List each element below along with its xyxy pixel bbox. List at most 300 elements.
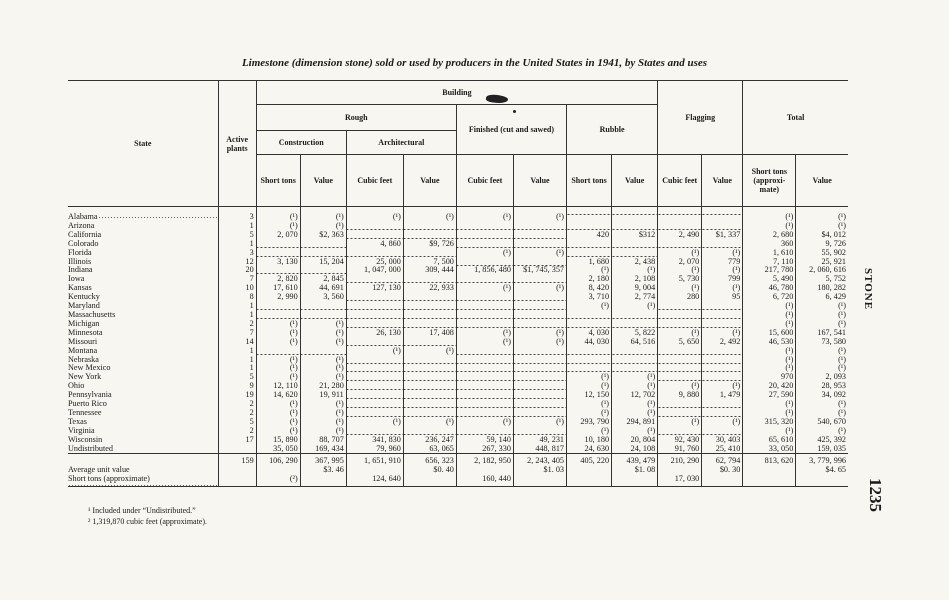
value-cell: 540, 670 xyxy=(796,418,848,427)
value-cell: 3, 560 xyxy=(300,293,346,302)
value-cell xyxy=(300,347,346,356)
value-cell: (¹) xyxy=(300,320,346,329)
value-cell xyxy=(658,207,702,222)
value-cell: (¹) xyxy=(743,207,796,222)
plants-cell: 9 xyxy=(218,382,256,391)
state-cell xyxy=(68,445,218,454)
value-cell xyxy=(456,311,513,320)
value-cell: 17, 030 xyxy=(658,475,702,486)
state-cell xyxy=(68,240,218,249)
value-cell xyxy=(513,364,566,373)
value-cell: 15, 890 xyxy=(256,436,300,445)
value-cell: 63, 065 xyxy=(403,445,456,454)
state-cell xyxy=(68,382,218,391)
value-cell xyxy=(513,293,566,302)
value-cell xyxy=(702,240,743,249)
value-cell: (¹) xyxy=(513,418,566,427)
value-cell: (¹) xyxy=(403,207,456,222)
value-cell: 2, 070 xyxy=(256,231,300,240)
value-cell xyxy=(567,320,612,329)
value-cell: 315, 320 xyxy=(743,418,796,427)
value-cell xyxy=(346,373,403,382)
value-cell: 44, 030 xyxy=(567,338,612,347)
value-cell xyxy=(567,356,612,365)
value-cell xyxy=(658,373,702,382)
value-cell xyxy=(403,391,456,400)
value-cell: (¹) xyxy=(256,409,300,418)
col-header-active-plants: Active plants xyxy=(218,81,256,207)
state-cell xyxy=(68,329,218,338)
state-cell xyxy=(68,373,218,382)
value-cell: 5, 490 xyxy=(743,275,796,284)
value-cell: (¹) xyxy=(658,418,702,427)
col-header-construction: Construction xyxy=(256,131,346,155)
value-cell: (¹) xyxy=(743,320,796,329)
value-cell: (¹) xyxy=(743,222,796,231)
state-label: Maryland xyxy=(68,302,100,311)
value-cell xyxy=(456,364,513,373)
plants-cell: 7 xyxy=(218,329,256,338)
value-cell: (¹) xyxy=(256,373,300,382)
table-row xyxy=(68,275,848,284)
value-cell xyxy=(300,311,346,320)
value-cell: 25, 410 xyxy=(702,445,743,454)
value-cell xyxy=(567,311,612,320)
value-cell: 1, 047, 000 xyxy=(346,266,403,275)
value-cell: 4, 030 xyxy=(567,329,612,338)
value-cell: 73, 580 xyxy=(796,338,848,347)
value-cell: 779 xyxy=(702,258,743,267)
state-label: Kansas xyxy=(68,284,92,293)
table-row xyxy=(68,382,848,391)
value-cell: 10, 180 xyxy=(567,436,612,445)
value-cell: (¹) xyxy=(658,382,702,391)
page-number: 1235 xyxy=(866,478,885,512)
plants-cell: 1 xyxy=(218,311,256,320)
total-cell: 439, 479 xyxy=(612,454,658,466)
value-cell xyxy=(658,311,702,320)
value-cell xyxy=(403,382,456,391)
value-cell xyxy=(456,400,513,409)
state-label: New Mexico xyxy=(68,364,111,373)
value-cell: 5, 822 xyxy=(612,329,658,338)
state-label: Tennessee xyxy=(68,408,102,417)
value-cell: (¹) xyxy=(456,284,513,293)
state-label: Florida xyxy=(68,248,92,257)
sub-header: Value xyxy=(612,155,658,207)
value-cell: (¹) xyxy=(796,311,848,320)
value-cell: 19, 911 xyxy=(300,391,346,400)
sub-header: Cubic feet xyxy=(658,155,702,207)
value-cell xyxy=(256,302,300,311)
state-cell xyxy=(68,258,218,267)
value-cell xyxy=(702,364,743,373)
value-cell: 970 xyxy=(743,373,796,382)
value-cell: (¹) xyxy=(612,373,658,382)
value-cell xyxy=(796,475,848,486)
state-label: Indiana xyxy=(68,266,93,275)
value-cell: 20, 420 xyxy=(743,382,796,391)
value-cell: (¹) xyxy=(513,207,566,222)
value-cell xyxy=(612,347,658,356)
value-cell xyxy=(567,207,612,222)
value-cell xyxy=(658,356,702,365)
value-cell: $1, 745, 357 xyxy=(513,266,566,275)
state-label: Colorado xyxy=(68,239,99,248)
state-cell xyxy=(68,338,218,347)
value-cell xyxy=(256,347,300,356)
value-cell: 9, 726 xyxy=(796,240,848,249)
value-cell: (¹) xyxy=(300,329,346,338)
state-label: California xyxy=(68,230,102,239)
value-cell: 15, 204 xyxy=(300,258,346,267)
value-cell xyxy=(300,475,346,486)
plants-cell: 5 xyxy=(218,373,256,382)
table-row xyxy=(68,427,848,436)
plants-cell: 17 xyxy=(218,436,256,445)
plants-cell: 14 xyxy=(218,338,256,347)
plants-cell: 5 xyxy=(218,418,256,427)
value-cell xyxy=(567,222,612,231)
value-cell xyxy=(702,400,743,409)
value-cell: 2, 438 xyxy=(612,258,658,267)
value-cell xyxy=(658,347,702,356)
value-cell: (¹) xyxy=(567,409,612,418)
plants-cell: 2 xyxy=(218,400,256,409)
sub-header: Value xyxy=(300,155,346,207)
value-cell xyxy=(403,427,456,436)
value-cell xyxy=(346,356,403,365)
value-cell xyxy=(567,364,612,373)
value-cell: (¹) xyxy=(612,302,658,311)
value-cell xyxy=(567,475,612,486)
col-header-architectural: Architectural xyxy=(346,131,456,155)
value-cell xyxy=(403,222,456,231)
value-cell: (¹) xyxy=(513,284,566,293)
value-cell: (¹) xyxy=(796,207,848,222)
value-cell: 30, 403 xyxy=(702,436,743,445)
value-cell: 24, 630 xyxy=(567,445,612,454)
value-cell: (¹) xyxy=(796,222,848,231)
value-cell xyxy=(403,293,456,302)
plants-cell: 12 xyxy=(218,258,256,267)
value-cell: 20, 804 xyxy=(612,436,658,445)
value-cell: 95 xyxy=(702,293,743,302)
plants-cell: 1 xyxy=(218,364,256,373)
value-cell xyxy=(743,466,796,475)
value-cell: (¹) xyxy=(256,207,300,222)
value-cell xyxy=(513,382,566,391)
value-cell: 12, 150 xyxy=(567,391,612,400)
value-cell: (¹) xyxy=(300,427,346,436)
value-cell: (¹) xyxy=(567,382,612,391)
sub-header: Short tons (approxi- mate) xyxy=(743,155,796,207)
value-cell: 9, 004 xyxy=(612,284,658,293)
value-cell xyxy=(612,475,658,486)
value-cell: $2, 363 xyxy=(300,231,346,240)
value-cell: (¹) xyxy=(513,338,566,347)
value-cell: 425, 392 xyxy=(796,436,848,445)
value-cell: 7, 110 xyxy=(743,258,796,267)
value-cell xyxy=(658,427,702,436)
value-cell xyxy=(346,409,403,418)
total-cell: 3, 779, 996 xyxy=(796,454,848,466)
value-cell: 46, 780 xyxy=(743,284,796,293)
state-label: Ohio xyxy=(68,382,85,391)
col-header-flagging: Flagging xyxy=(658,81,743,155)
value-cell: (¹) xyxy=(346,418,403,427)
value-cell xyxy=(346,231,403,240)
value-cell xyxy=(567,347,612,356)
total-cell: 1, 651, 910 xyxy=(346,454,403,466)
value-cell: 88, 707 xyxy=(300,436,346,445)
value-cell: 169, 434 xyxy=(300,445,346,454)
plants-cell: 1 xyxy=(218,347,256,356)
plants-cell: 2 xyxy=(218,427,256,436)
value-cell: 33, 050 xyxy=(743,445,796,454)
value-cell xyxy=(346,466,403,475)
table-row xyxy=(68,284,848,293)
value-cell: (¹) xyxy=(702,266,743,275)
value-cell xyxy=(403,249,456,258)
value-cell: (¹) xyxy=(743,364,796,373)
value-cell xyxy=(612,356,658,365)
value-cell xyxy=(702,302,743,311)
sub-header: Short tons xyxy=(256,155,300,207)
value-cell: 2, 845 xyxy=(300,275,346,284)
value-cell: (¹) xyxy=(567,302,612,311)
value-cell: 1, 856, 480 xyxy=(456,266,513,275)
value-cell xyxy=(513,302,566,311)
value-cell: (¹) xyxy=(743,427,796,436)
value-cell xyxy=(513,320,566,329)
value-cell: (¹) xyxy=(256,222,300,231)
col-header-building: Building xyxy=(256,81,658,105)
value-cell: 25, 921 xyxy=(796,258,848,267)
value-cell: (¹) xyxy=(796,400,848,409)
value-cell xyxy=(256,311,300,320)
value-cell: 159, 035 xyxy=(796,445,848,454)
state-label: Undistributed xyxy=(68,444,114,453)
plants-cell xyxy=(218,475,256,486)
value-cell xyxy=(658,400,702,409)
value-cell xyxy=(658,364,702,373)
value-cell: (¹) xyxy=(256,364,300,373)
value-cell: 360 xyxy=(743,240,796,249)
value-cell: 2, 492 xyxy=(702,338,743,347)
value-cell xyxy=(567,240,612,249)
value-cell xyxy=(513,231,566,240)
value-cell: 91, 760 xyxy=(658,445,702,454)
value-cell xyxy=(300,240,346,249)
value-cell: (¹) xyxy=(256,320,300,329)
value-cell xyxy=(403,356,456,365)
value-cell: 1, 479 xyxy=(702,391,743,400)
value-cell: (¹) xyxy=(300,364,346,373)
value-cell: 12, 702 xyxy=(612,391,658,400)
total-cell: 2, 182, 950 xyxy=(456,454,513,466)
table-row xyxy=(68,445,848,454)
value-cell: (¹) xyxy=(300,222,346,231)
value-cell xyxy=(456,356,513,365)
table-row xyxy=(68,302,848,311)
state-cell xyxy=(68,418,218,427)
value-cell: (¹) xyxy=(702,249,743,258)
value-cell: 4, 860 xyxy=(346,240,403,249)
total-cell: 210, 290 xyxy=(658,454,702,466)
value-cell xyxy=(513,400,566,409)
value-cell: 9, 880 xyxy=(658,391,702,400)
state-label: Minnesota xyxy=(68,328,103,337)
value-cell: 5, 752 xyxy=(796,275,848,284)
table-row xyxy=(68,409,848,418)
footnote: ¹ Included under “Undistributed.” xyxy=(88,506,196,515)
value-cell xyxy=(612,249,658,258)
value-cell xyxy=(513,356,566,365)
value-cell: 64, 516 xyxy=(612,338,658,347)
value-cell xyxy=(702,320,743,329)
value-cell xyxy=(456,391,513,400)
value-cell: 309, 444 xyxy=(403,266,456,275)
plants-cell: 5 xyxy=(218,231,256,240)
state-label: Arizona xyxy=(68,221,95,230)
value-cell: (¹) xyxy=(456,329,513,338)
value-cell xyxy=(346,391,403,400)
table-body xyxy=(68,207,848,487)
value-cell xyxy=(256,249,300,258)
value-cell: 1, 680 xyxy=(567,258,612,267)
value-cell: 2, 093 xyxy=(796,373,848,382)
value-cell: (¹) xyxy=(567,400,612,409)
value-cell xyxy=(612,320,658,329)
value-cell xyxy=(456,427,513,436)
state-cell xyxy=(68,275,218,284)
value-cell: 267, 330 xyxy=(456,445,513,454)
value-cell: (¹) xyxy=(567,427,612,436)
value-cell xyxy=(612,207,658,222)
table-row xyxy=(68,258,848,267)
value-cell xyxy=(513,222,566,231)
state-label: Short tons (approximate) xyxy=(68,475,150,484)
value-cell xyxy=(256,466,300,475)
state-cell xyxy=(68,302,218,311)
value-cell xyxy=(346,311,403,320)
value-cell xyxy=(456,347,513,356)
value-cell: (¹) xyxy=(702,284,743,293)
value-cell: 49, 231 xyxy=(513,436,566,445)
value-cell xyxy=(403,311,456,320)
state-label: Montana xyxy=(68,346,98,355)
value-cell xyxy=(513,347,566,356)
value-cell xyxy=(346,338,403,347)
state-label: Wisconsin xyxy=(68,435,103,444)
value-cell xyxy=(403,364,456,373)
state-cell xyxy=(68,347,218,356)
value-cell: 22, 933 xyxy=(403,284,456,293)
value-cell: 2, 070 xyxy=(658,258,702,267)
value-cell: (¹) xyxy=(796,347,848,356)
value-cell xyxy=(346,275,403,284)
state-cell xyxy=(68,320,218,329)
value-cell: 44, 691 xyxy=(300,284,346,293)
value-cell: (¹) xyxy=(796,364,848,373)
value-cell: 92, 430 xyxy=(658,436,702,445)
value-cell: 2, 680 xyxy=(743,231,796,240)
table-row xyxy=(68,231,848,240)
value-cell: (¹) xyxy=(658,249,702,258)
col-header-finished: Finished (cut and sawed) xyxy=(456,105,566,155)
state-cell xyxy=(68,466,218,475)
value-cell: (¹) xyxy=(300,338,346,347)
value-cell xyxy=(456,275,513,284)
value-cell xyxy=(403,475,456,486)
state-cell xyxy=(68,356,218,365)
value-cell xyxy=(403,373,456,382)
value-cell xyxy=(513,475,566,486)
value-cell xyxy=(702,475,743,486)
value-cell: (¹) xyxy=(513,329,566,338)
value-cell xyxy=(256,240,300,249)
value-cell: 799 xyxy=(702,275,743,284)
state-cell xyxy=(68,409,218,418)
value-cell: 160, 440 xyxy=(456,475,513,486)
table-row xyxy=(68,418,848,427)
value-cell xyxy=(702,222,743,231)
value-cell xyxy=(346,382,403,391)
value-cell xyxy=(513,240,566,249)
value-cell xyxy=(346,320,403,329)
value-cell xyxy=(702,373,743,382)
table-row xyxy=(68,293,848,302)
plants-cell: 1 xyxy=(218,240,256,249)
value-cell xyxy=(612,240,658,249)
value-cell: (¹) xyxy=(403,347,456,356)
plants-cell: 2 xyxy=(218,409,256,418)
col-header-state: State xyxy=(68,81,218,207)
state-label: Pennsylvania xyxy=(68,391,112,400)
plants-cell xyxy=(218,445,256,454)
state-cell xyxy=(68,266,218,275)
table-row xyxy=(68,266,848,275)
value-cell: (¹) xyxy=(612,409,658,418)
total-cell: 367, 995 xyxy=(300,454,346,466)
value-cell: 341, 830 xyxy=(346,436,403,445)
plants-cell: 8 xyxy=(218,293,256,302)
plants-cell: 10 xyxy=(218,284,256,293)
value-cell xyxy=(300,249,346,258)
value-cell xyxy=(702,207,743,222)
table-row xyxy=(68,338,848,347)
value-cell xyxy=(403,275,456,284)
plants-cell: 1 xyxy=(218,356,256,365)
value-cell: 167, 541 xyxy=(796,329,848,338)
table-title: Limestone (dimension stone) sold or used by producers in the United States in 1941, by States and uses xyxy=(241,57,708,69)
value-cell: (¹) xyxy=(743,347,796,356)
value-cell xyxy=(346,427,403,436)
value-cell: (¹) xyxy=(256,356,300,365)
value-cell: 34, 092 xyxy=(796,391,848,400)
value-cell xyxy=(612,222,658,231)
value-cell: (¹) xyxy=(702,382,743,391)
table-row xyxy=(68,329,848,338)
value-cell: $1. 03 xyxy=(513,466,566,475)
value-cell xyxy=(346,293,403,302)
value-cell xyxy=(456,409,513,418)
value-cell xyxy=(456,382,513,391)
value-cell xyxy=(346,400,403,409)
value-cell xyxy=(567,249,612,258)
plants-cell: 3 xyxy=(218,207,256,222)
